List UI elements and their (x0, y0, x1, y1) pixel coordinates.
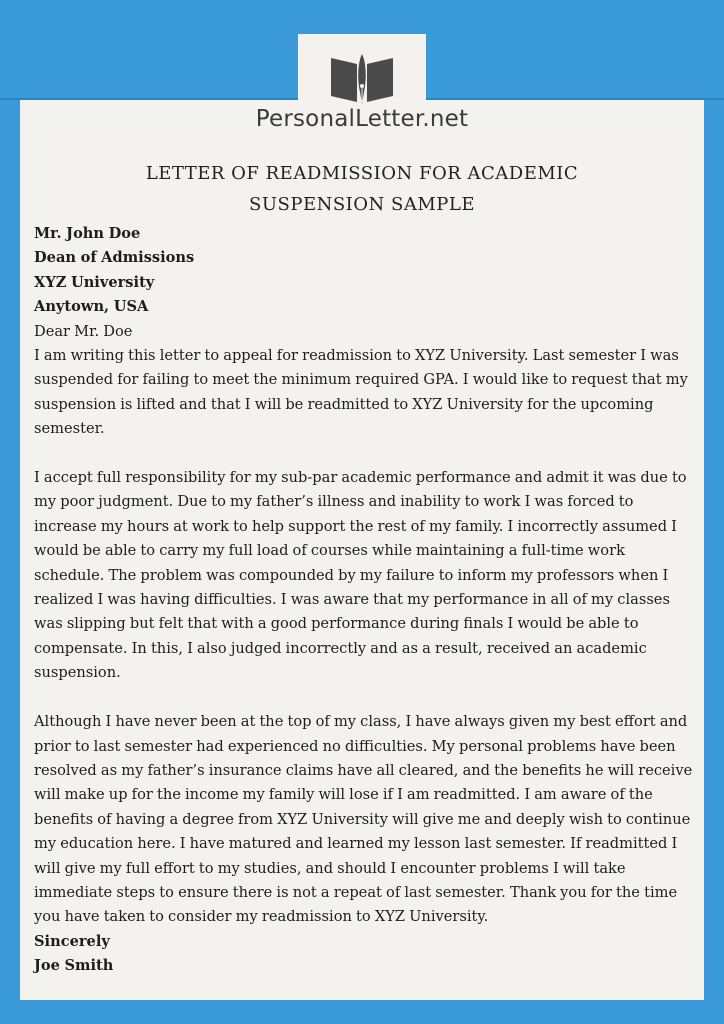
letter-content (34, 222, 696, 979)
salutation: Dear Mr. Doe (34, 322, 133, 340)
body-paragraph-1: I am writing this letter to appeal for readmission to XYZ University. Last semester I was suspended for failing to meet the minimum required GPA. I would like to request that my suspension is lifted and that I will be readmitted to XYZ University for the upcoming semester. (34, 347, 688, 438)
recipient-location: Anytown, USA (34, 298, 149, 316)
body-paragraph-3: Although I have never been at the top of my class, I have always given my best effort and prior to last semester had experienced no difficulties. My personal problems have been resolved as my father’s insurance claims have all cleared, and the benefits he will receive will make up for the income my family will lose if I am readmitted. I am aware of the benefits of having a degree from XYZ University will give me and deeply wish to continue my education here. I have matured and learned my lesson last semester. If readmitted I will give my full effort to my studies, and should I encounter problems I will take immediate steps to ensure there is not a repeat of last semester. Thank you for the time you have taken to consider my readmission to XYZ University. (34, 713, 693, 926)
bottom-frame-band (0, 1000, 724, 1024)
closing: Sincerely (34, 932, 110, 950)
page-title (60, 158, 664, 220)
recipient-position: Dean of Admissions (34, 249, 195, 267)
brand-logo-text: PersonalLetter.net (255, 106, 469, 132)
title-line-1: LETTER OF READMISSION FOR ACADEMIC (145, 163, 579, 184)
signature: Joe Smith (34, 957, 114, 975)
body-paragraph-2: I accept full responsibility for my sub-par academic performance and admit it was due to my poor judgment. Due to my father’s illness and inability to work I was forced to increase my hours at work to help support the rest of my family. I incorrectly assumed I would be able to carry my full load of courses while maintaining a full-time work schedule. The problem was compounded by my failure to inform my professors when I realized I was having difficulties. I was aware that my performance in all of my classes was slipping but felt that with a good performance during finals I would be able to compensate. In this, I also judged incorrectly and as a result, received an academic suspension. (34, 469, 687, 682)
title-line-2: SUSPENSION SAMPLE (249, 194, 475, 215)
recipient-name: Mr. John Doe (34, 225, 141, 242)
open-book-pen-icon (327, 52, 397, 110)
recipient-organization: XYZ University (34, 273, 155, 291)
